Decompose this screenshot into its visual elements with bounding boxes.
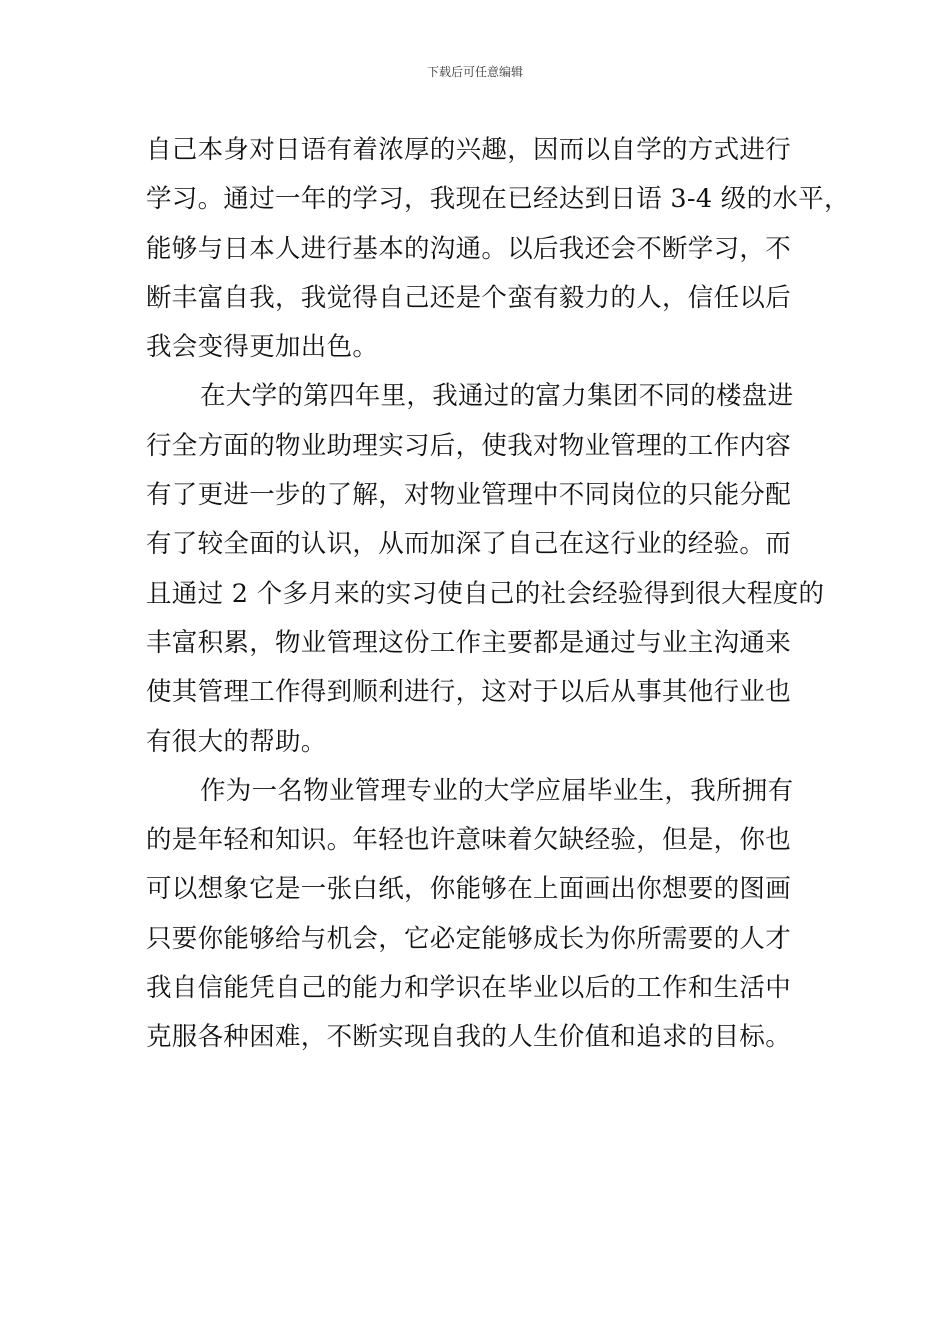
text-line: 克服各种困难，不断实现自我的人生价值和追求的目标。 bbox=[146, 1022, 792, 1053]
text-line: 我自信能凭自己的能力和学识在毕业以后的工作和生活中 bbox=[146, 973, 792, 1004]
text-line: 有很大的帮助。 bbox=[146, 726, 327, 757]
paragraph-1 bbox=[146, 126, 850, 372]
text-line: 使其管理工作得到顺利进行，这对于以后从事其他行业也 bbox=[146, 677, 792, 708]
paragraph-2 bbox=[146, 372, 825, 766]
text-line: 有了较全面的认识，从而加深了自己在这行业的经验。而 bbox=[146, 529, 792, 560]
text-line: 丰富积累，物业管理这份工作主要都是通过与业主沟通来 bbox=[146, 627, 792, 658]
text-line: 我会变得更加出色。 bbox=[146, 332, 379, 363]
text-line: 学习。通过一年的学习，我现在已经达到日语 3-4 级的水平， bbox=[146, 184, 850, 215]
text-line: 的是年轻和知识。年轻也许意味着欠缺经验，但是，你也 bbox=[146, 825, 792, 856]
text-line: 有了更进一步的了解，对物业管理中不同岗位的只能分配 bbox=[146, 480, 792, 511]
page-header: 下载后可任意编辑 bbox=[426, 65, 523, 79]
text-line: 且通过 2 个多月来的实习使自己的社会经验得到很大程度的 bbox=[146, 578, 825, 609]
paragraph-3 bbox=[146, 767, 808, 1063]
text-line: 作为一名物业管理专业的大学应届毕业生，我所拥有 bbox=[200, 775, 794, 806]
text-line: 自己本身对日语有着浓厚的兴趣，因而以自学的方式进行 bbox=[146, 135, 792, 165]
text-line: 断丰富自我，我觉得自己还是个蛮有毅力的人，信任以后 bbox=[146, 282, 792, 313]
text-line: 能够与日本人进行基本的沟通。以后我还会不断学习，不 bbox=[146, 233, 792, 264]
text-line: 行全方面的物业助理实习后，使我对物业管理的工作内容 bbox=[146, 430, 792, 461]
text-line: 只要你能够给与机会，它必定能够成长为你所需要的人才 bbox=[146, 923, 792, 954]
document-body bbox=[146, 126, 850, 1063]
text-line: 在大学的第四年里，我通过的富力集团不同的楼盘进 bbox=[200, 381, 794, 412]
text-line: 可以想象它是一张白纸，你能够在上面画出你想要的图画 bbox=[146, 874, 792, 905]
